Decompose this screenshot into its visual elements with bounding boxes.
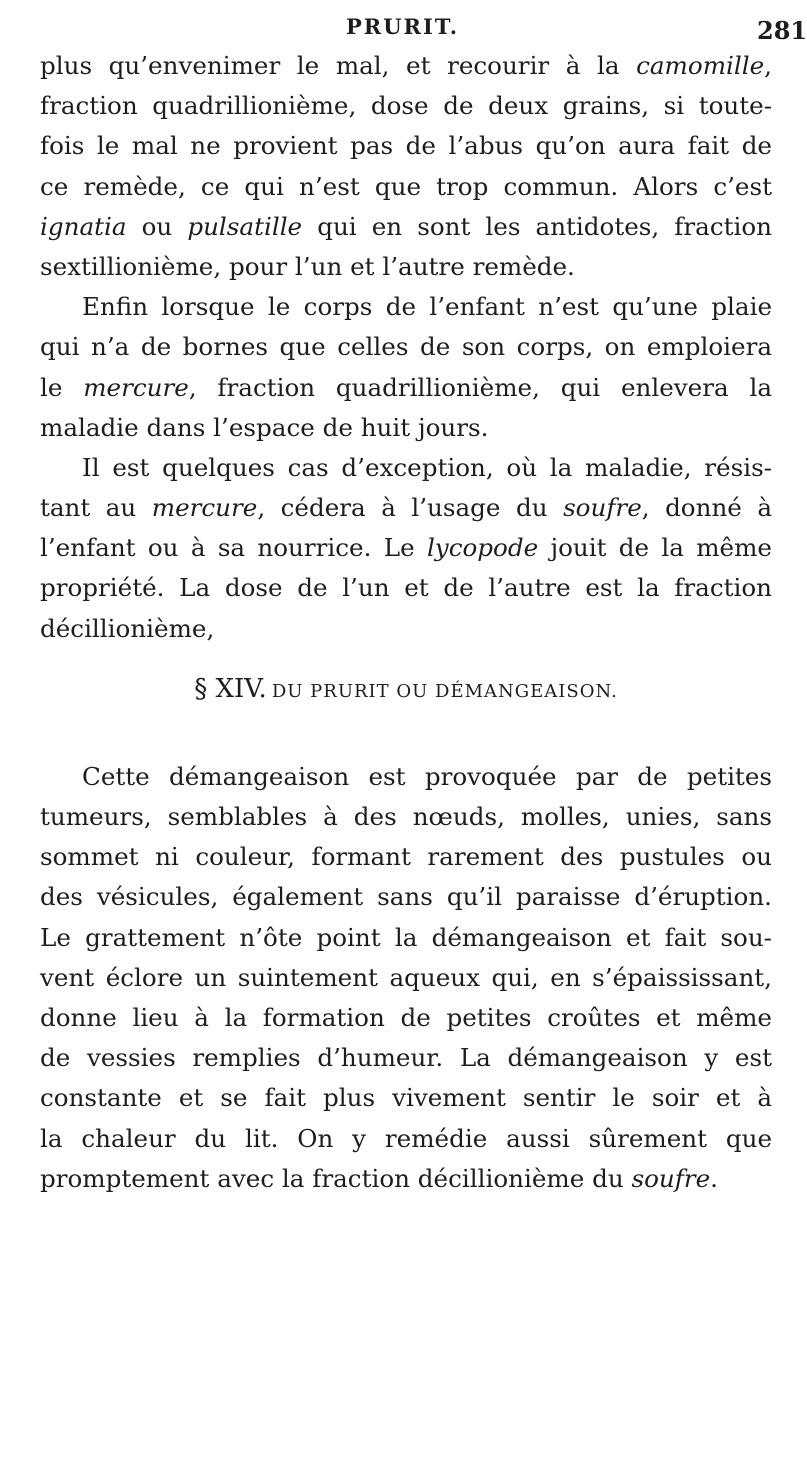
text-line xyxy=(40,998,772,1038)
text-line xyxy=(40,86,772,126)
text-line xyxy=(40,126,772,166)
heading-spacer xyxy=(40,729,772,757)
text-line xyxy=(40,877,772,917)
text-run: Le grattement n’ôte point la démangeaison et fait sou- xyxy=(40,922,772,952)
text-line xyxy=(40,1078,772,1118)
text-line xyxy=(40,327,772,367)
italic-term: mercure xyxy=(83,372,189,402)
text-run: , xyxy=(764,51,772,80)
running-head xyxy=(0,8,807,48)
italic-term: soufre xyxy=(563,493,642,523)
text-run: le xyxy=(40,372,84,402)
text-run: plus qu’envenimer le mal, et recourir à la xyxy=(40,51,637,80)
text-run: sommet ni couleur, formant rarement des pustules ou xyxy=(40,842,772,872)
text-line xyxy=(40,287,772,327)
text-run: qui n’a de bornes que celles de son corps, on emploiera xyxy=(40,332,772,362)
page-number: 281 xyxy=(757,16,807,45)
text-line xyxy=(40,958,772,998)
text-run: donne lieu à la formation de petites croûtes et même xyxy=(40,1002,772,1032)
text-line xyxy=(40,247,772,287)
text-run: Cette démangeaison est provoquée par de petites xyxy=(82,761,772,791)
text-line xyxy=(40,568,772,608)
italic-term: mercure xyxy=(151,493,258,523)
text-run: ou xyxy=(126,211,188,241)
text-line xyxy=(40,448,772,488)
body-text xyxy=(40,46,772,1199)
italic-term: soufre xyxy=(631,1163,711,1193)
text-line xyxy=(40,757,772,797)
text-run: l’enfant ou à sa nourrice. Le xyxy=(40,533,427,563)
italic-term: lycopode xyxy=(426,533,539,563)
text-run: constante et se fait plus vivement sentir le soir et à xyxy=(40,1083,772,1113)
text-line xyxy=(40,167,772,207)
text-run: fraction quadrillionième, dose de deux grains, si toute- xyxy=(40,91,772,121)
text-line xyxy=(40,488,772,528)
text-line xyxy=(40,1159,772,1199)
italic-term: camomille xyxy=(636,51,765,80)
text-run: Il est quelques cas d’exception, où la maladie, résis- xyxy=(82,452,772,482)
text-line xyxy=(40,528,772,568)
text-run: ce remède, ce qui n’est que trop commun. Alors c’est xyxy=(40,171,772,201)
text-line xyxy=(40,408,772,448)
italic-term: pulsatille xyxy=(187,211,303,241)
text-run: tant au xyxy=(40,493,152,523)
text-run: la chaleur du lit. On y remédie aussi sûrement que xyxy=(40,1123,772,1153)
pre-section-text xyxy=(40,46,772,649)
section-body-text xyxy=(40,757,772,1199)
text-line xyxy=(40,1038,772,1078)
section-heading xyxy=(40,649,772,729)
text-run: de vessies remplies d’humeur. La démangeaison y est xyxy=(40,1043,772,1073)
text-run: promptement avec la fraction décillionième du xyxy=(40,1163,632,1193)
text-run: . xyxy=(710,1163,718,1193)
text-line xyxy=(40,609,772,649)
text-run: , cédera à l’usage du xyxy=(257,493,564,523)
text-run: des vésicules, également sans qu’il paraisse d’éruption. xyxy=(40,882,772,912)
text-line xyxy=(40,797,772,837)
text-line xyxy=(40,368,772,408)
text-line xyxy=(40,1119,772,1159)
text-run: propriété. La dose de l’un et de l’autre est la fraction xyxy=(40,573,772,603)
section-number: § XIV. xyxy=(194,673,267,704)
text-run: fois le mal ne provient pas de l’abus qu’on aura fait de xyxy=(40,131,772,161)
text-run: sextillionième, pour l’un et l’autre remède. xyxy=(40,251,575,281)
text-line xyxy=(40,207,772,247)
italic-term: ignatia xyxy=(40,211,127,241)
text-line xyxy=(40,46,772,86)
text-run: qui en sont les antidotes, fraction xyxy=(302,211,772,241)
text-run: décillionième, xyxy=(40,613,215,643)
running-head-title: PRURIT. xyxy=(346,14,460,39)
text-run: Enfin lorsque le corps de l’enfant n’est qu’une plaie xyxy=(82,292,772,322)
text-run: vent éclore un suintement aqueux qui, en s’épaississant, xyxy=(40,962,772,992)
text-run: maladie dans l’espace de huit jours. xyxy=(40,412,489,442)
text-run: , donné à xyxy=(641,493,773,523)
section-title: DU PRURIT OU DÉMANGEAISON. xyxy=(271,680,618,702)
text-run: , fraction quadrillionième, qui enlevera la xyxy=(188,372,772,402)
text-run: jouit de la même xyxy=(538,533,772,563)
text-run: tumeurs, semblables à des nœuds, molles, unies, sans xyxy=(40,802,772,831)
text-line xyxy=(40,837,772,877)
text-line xyxy=(40,918,772,958)
